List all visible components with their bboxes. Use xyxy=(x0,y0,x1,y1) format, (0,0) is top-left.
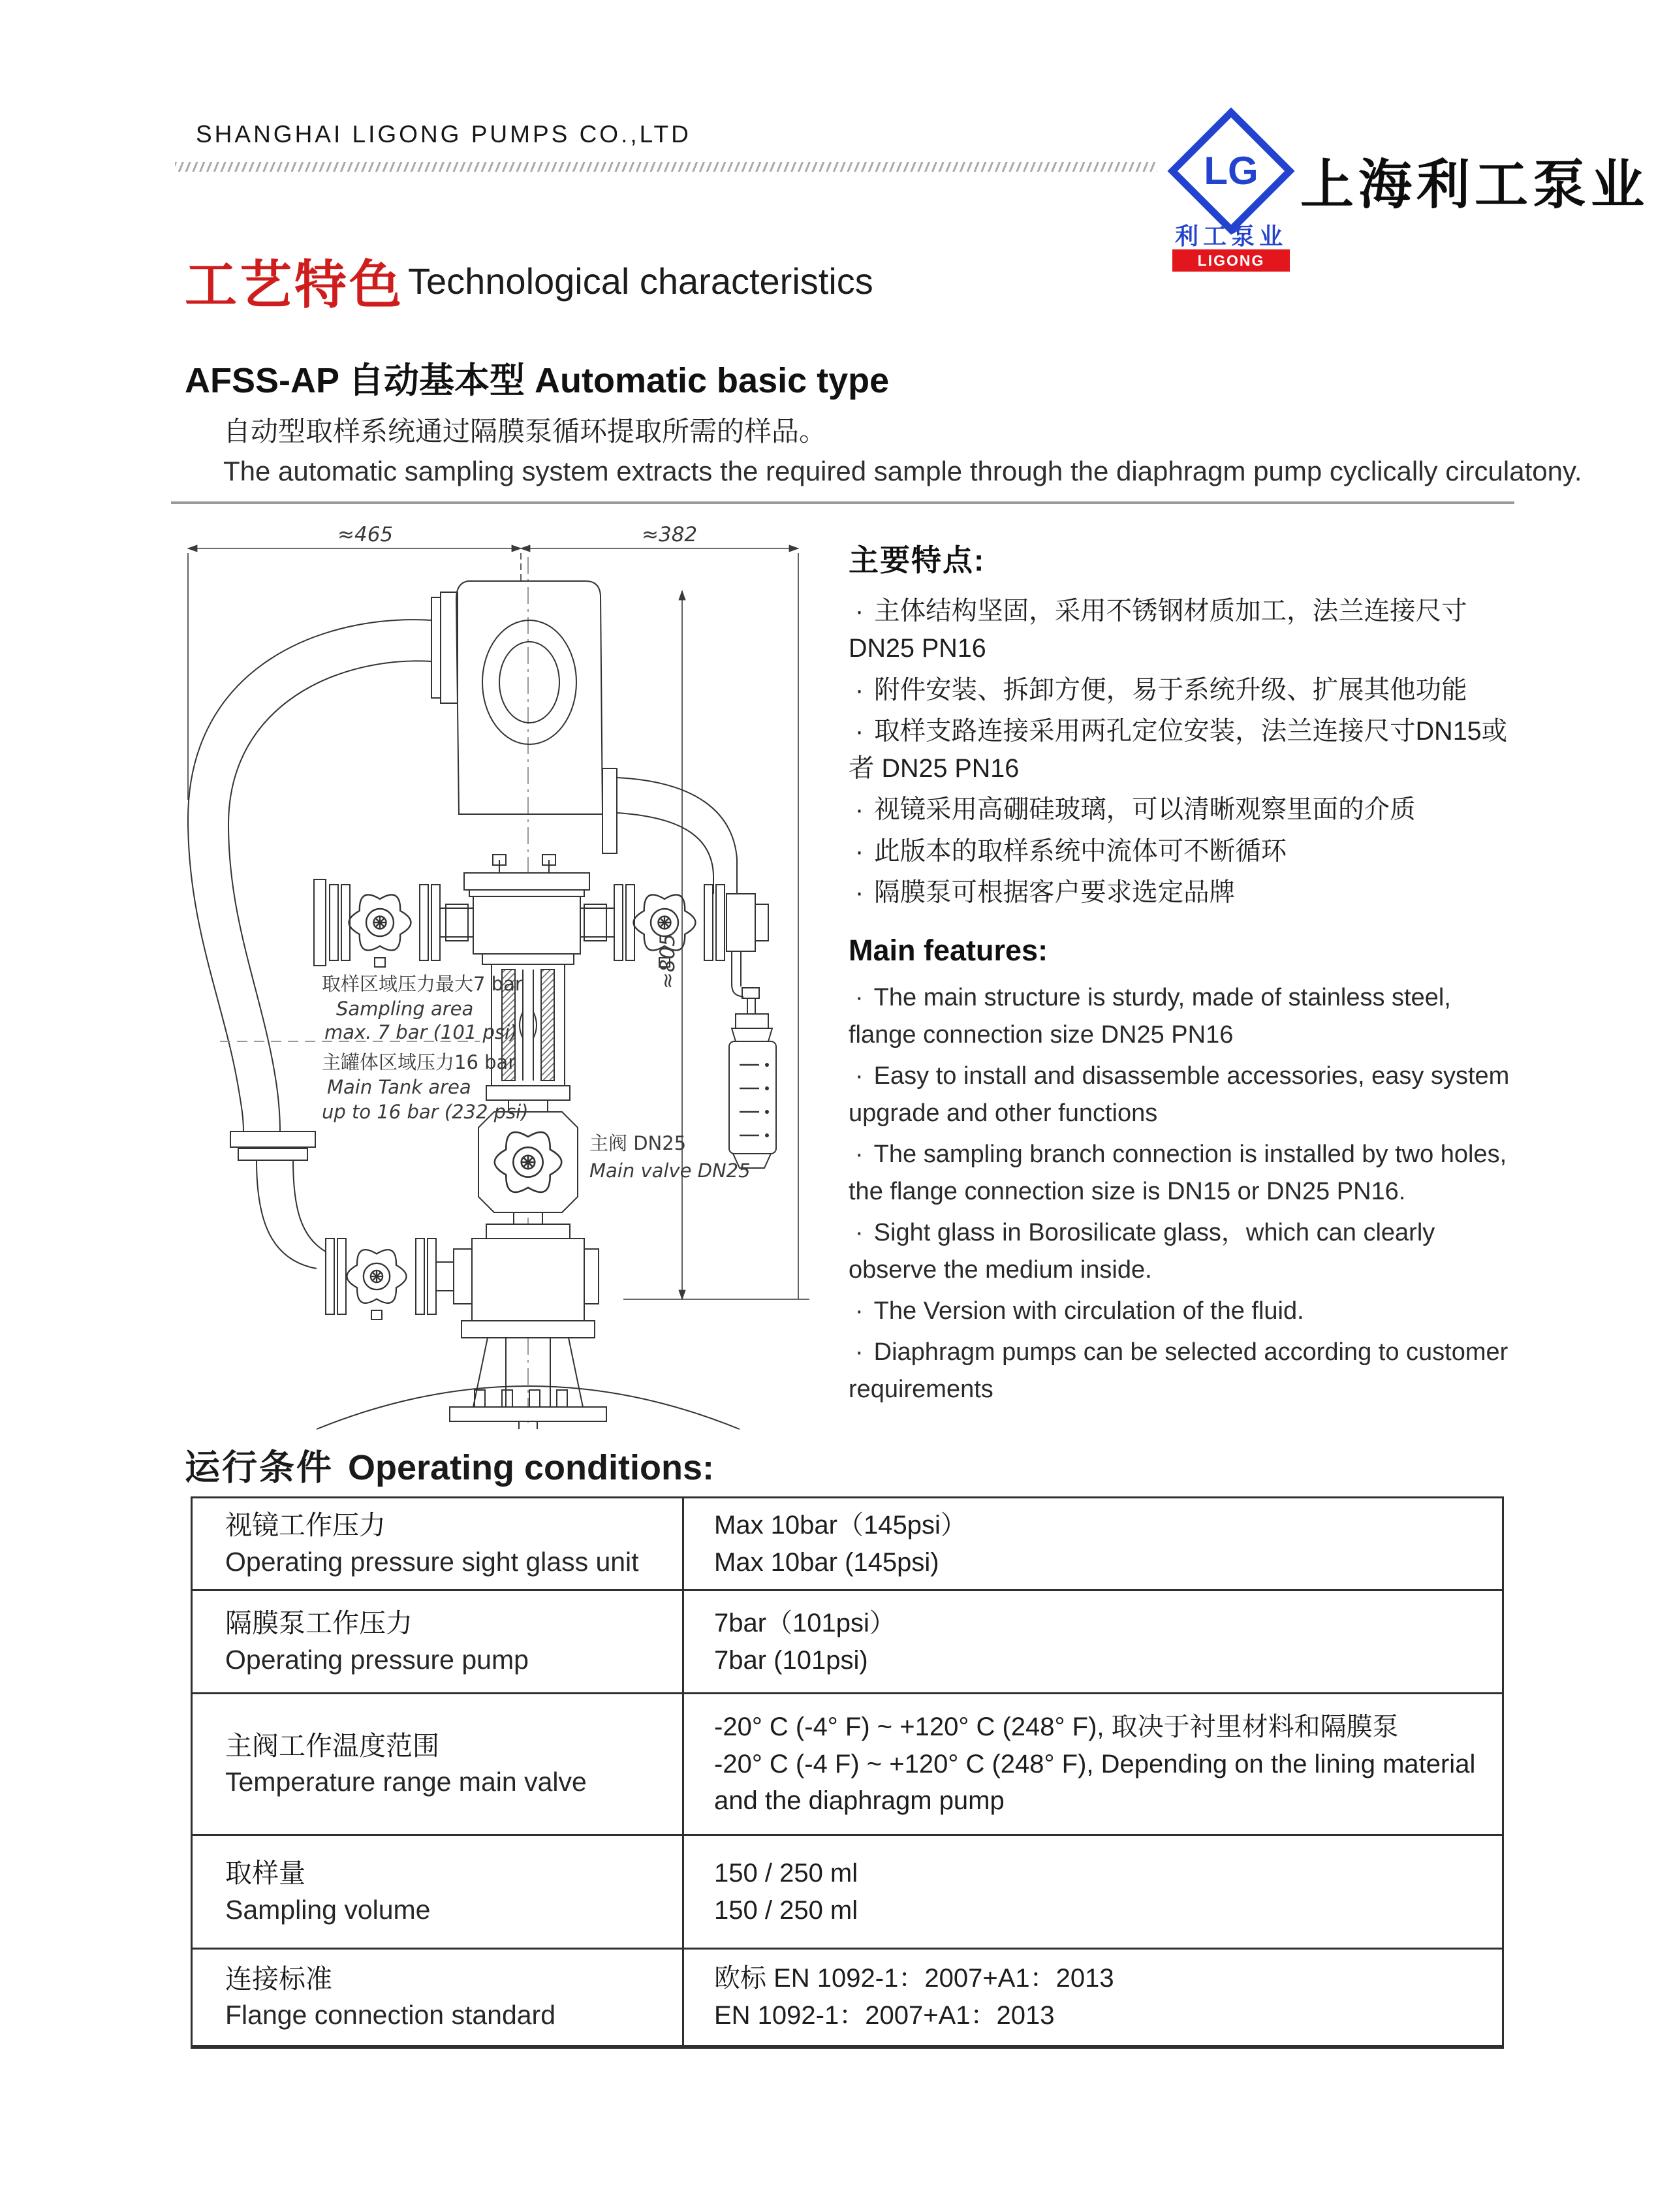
table-row xyxy=(193,1834,1502,1948)
label-sampling-cn: 取样区域压力最大7 bar xyxy=(322,973,523,995)
logo-monogram: LG xyxy=(1204,149,1258,193)
section-title-en: Technological characteristics xyxy=(408,261,873,302)
row-label xyxy=(193,1694,684,1834)
row-label-cn: 视镜工作压力 xyxy=(225,1510,386,1541)
operating-heading-cn: 运行条件 xyxy=(185,1448,334,1487)
section-title-cn: 工艺特色 xyxy=(185,256,404,314)
operating-heading xyxy=(185,1440,714,1490)
product-heading: AFSS-AP 自动基本型 Automatic basic type xyxy=(185,361,890,400)
feature-text: 此版本的取样系统中流体可不断循环 xyxy=(874,836,1287,866)
feature-text: 视镜采用高硼硅玻璃，可以清晰观察里面的介质 xyxy=(874,795,1416,825)
row-label-en: Temperature range main valve xyxy=(225,1767,587,1797)
feature-en-item xyxy=(849,1058,1514,1132)
row-label xyxy=(193,1498,684,1589)
dim-height: ≈805 xyxy=(656,933,680,989)
bullet-icon: · xyxy=(855,675,864,704)
bullet-icon: · xyxy=(855,1141,864,1169)
bullet-icon: · xyxy=(855,877,864,907)
label-sampling-en1: Sampling area xyxy=(336,998,474,1020)
row-value-line: 7bar（101psi） xyxy=(714,1608,896,1637)
product-desc-cn: 自动型取样系统通过隔膜泵循环提取所需的样品。 xyxy=(223,416,827,447)
feature-text: The Version with circulation of the fluid. xyxy=(873,1297,1304,1325)
row-value xyxy=(684,1836,1502,1948)
technical-drawing xyxy=(166,519,852,1430)
dim-width-left: ≈465 xyxy=(337,523,394,546)
row-value-line: -20° C (-4 F) ~ +120° C (248° F), Depending on the lining material xyxy=(714,1749,1476,1778)
feature-cn-item xyxy=(849,713,1514,788)
bullet-icon: · xyxy=(855,836,864,866)
feature-cn-item xyxy=(849,672,1514,709)
row-label-en: Operating pressure pump xyxy=(225,1644,529,1675)
bullet-icon: · xyxy=(855,1297,864,1325)
row-value-line: EN 1092-1：2007+A1：2013 xyxy=(714,2001,1055,2030)
bullet-icon: · xyxy=(855,795,864,825)
zigzag-divider xyxy=(175,162,1157,172)
feature-en-item xyxy=(849,1334,1514,1408)
row-value-line: -20° C (-4° F) ~ +120° C (248° F), 取决于衬里材料和隔膜泵 xyxy=(714,1712,1399,1741)
row-value-line: 150 / 250 ml xyxy=(714,1895,858,1925)
label-main-valve-en: Main valve DN25 xyxy=(589,1160,751,1182)
product-desc-en: The automatic sampling system extracts the required sample through the diaphragm pump cyclically circulatony. xyxy=(223,456,1582,486)
row-value-line: 欧标 EN 1092-1：2007+A1：2013 xyxy=(714,1964,1114,1993)
operating-table xyxy=(191,1496,1504,2049)
operating-heading-en: Operating conditions: xyxy=(348,1448,714,1487)
row-value-line: 7bar (101psi) xyxy=(714,1645,868,1675)
row-label-en: Sampling volume xyxy=(225,1894,431,1925)
feature-cn-item xyxy=(849,593,1514,668)
row-label-cn: 连接标准 xyxy=(225,1963,332,1994)
row-value xyxy=(684,1950,1502,2045)
feature-text: 取样支路连接采用两孔定位安装，法兰连接尺寸DN15或者 DN25 PN16 xyxy=(849,716,1508,783)
label-tank-cn: 主罐体区域压力16 bar xyxy=(322,1051,516,1073)
row-label-en: Flange connection standard xyxy=(225,2000,556,2030)
row-label-cn: 主阀工作温度范围 xyxy=(225,1730,439,1761)
bullet-icon: · xyxy=(855,1219,864,1247)
row-label xyxy=(193,1950,684,2045)
row-label-en: Operating pressure sight glass unit xyxy=(225,1546,639,1577)
row-value-line: Max 10bar（145psi） xyxy=(714,1510,967,1540)
feature-en-item xyxy=(849,1293,1514,1330)
feature-text: Diaphragm pumps can be selected according to customer requirements xyxy=(849,1338,1508,1404)
label-sampling-en2: max. 7 bar (101 psi) xyxy=(324,1021,518,1043)
bullet-icon: · xyxy=(855,597,864,625)
row-value-line: and the diaphragm pump xyxy=(714,1786,1005,1816)
bullet-icon: · xyxy=(855,1338,864,1367)
feature-cn-item xyxy=(849,791,1514,829)
table-row xyxy=(193,1498,1502,1589)
feature-text: 主体结构坚固，采用不锈钢材质加工，法兰连接尺寸DN25 PN16 xyxy=(849,597,1467,663)
dim-width-right: ≈382 xyxy=(642,523,698,546)
logo-en-badge: LIGONG PUMP xyxy=(1172,249,1290,272)
feature-text: The sampling branch connection is installed by two holes, the flange connection size is DN15 or DN25 PN16. xyxy=(849,1141,1507,1206)
table-row xyxy=(193,1692,1502,1834)
feature-text: The main structure is sturdy, made of stainless steel, flange connection size DN25 PN16 xyxy=(849,984,1451,1049)
row-label xyxy=(193,1591,684,1692)
row-value-line: 150 / 250 ml xyxy=(714,1858,858,1888)
features-en-heading: Main features: xyxy=(849,934,1048,968)
label-tank-en2: up to 16 bar (232 psi) xyxy=(322,1101,529,1123)
feature-en-item xyxy=(849,979,1514,1054)
feature-en-item xyxy=(849,1136,1514,1210)
row-value xyxy=(684,1694,1502,1834)
company-name: SHANGHAI LIGONG PUMPS CO.,LTD xyxy=(196,121,691,148)
feature-en-item xyxy=(849,1214,1514,1289)
features-cn-block xyxy=(849,537,1514,1412)
row-value xyxy=(684,1591,1502,1692)
table-row xyxy=(193,1589,1502,1692)
logo-cn-text: 利工泵业 xyxy=(1174,223,1287,249)
label-tank-en1: Main Tank area xyxy=(327,1076,471,1098)
bullet-icon: · xyxy=(855,1062,864,1090)
feature-text: Easy to install and disassemble accessories, easy system upgrade and other functions xyxy=(849,1062,1510,1128)
label-main-valve-cn: 主阀 DN25 xyxy=(589,1132,687,1154)
feature-cn-item xyxy=(849,833,1514,870)
feature-text: 隔膜泵可根据客户要求选定品牌 xyxy=(874,877,1236,907)
row-label-cn: 隔膜泵工作压力 xyxy=(225,1608,413,1639)
feature-text: Sight glass in Borosilicate glass，which can clearly observe the medium inside. xyxy=(849,1219,1435,1284)
features-cn-heading: 主要特点: xyxy=(849,543,986,577)
section-rule xyxy=(171,501,1514,504)
row-label xyxy=(193,1836,684,1948)
row-label-cn: 取样量 xyxy=(225,1858,305,1889)
brand-name-cn: 上海利工泵业 xyxy=(1300,155,1649,215)
feature-cn-item xyxy=(849,874,1514,911)
row-value-line: Max 10bar (145psi) xyxy=(714,1547,939,1577)
bullet-icon: · xyxy=(855,716,864,746)
table-row xyxy=(193,1948,1502,2045)
feature-text: 附件安装、拆卸方便，易于系统升级、扩展其他功能 xyxy=(874,675,1467,704)
bullet-icon: · xyxy=(855,984,864,1012)
row-value xyxy=(684,1498,1502,1589)
